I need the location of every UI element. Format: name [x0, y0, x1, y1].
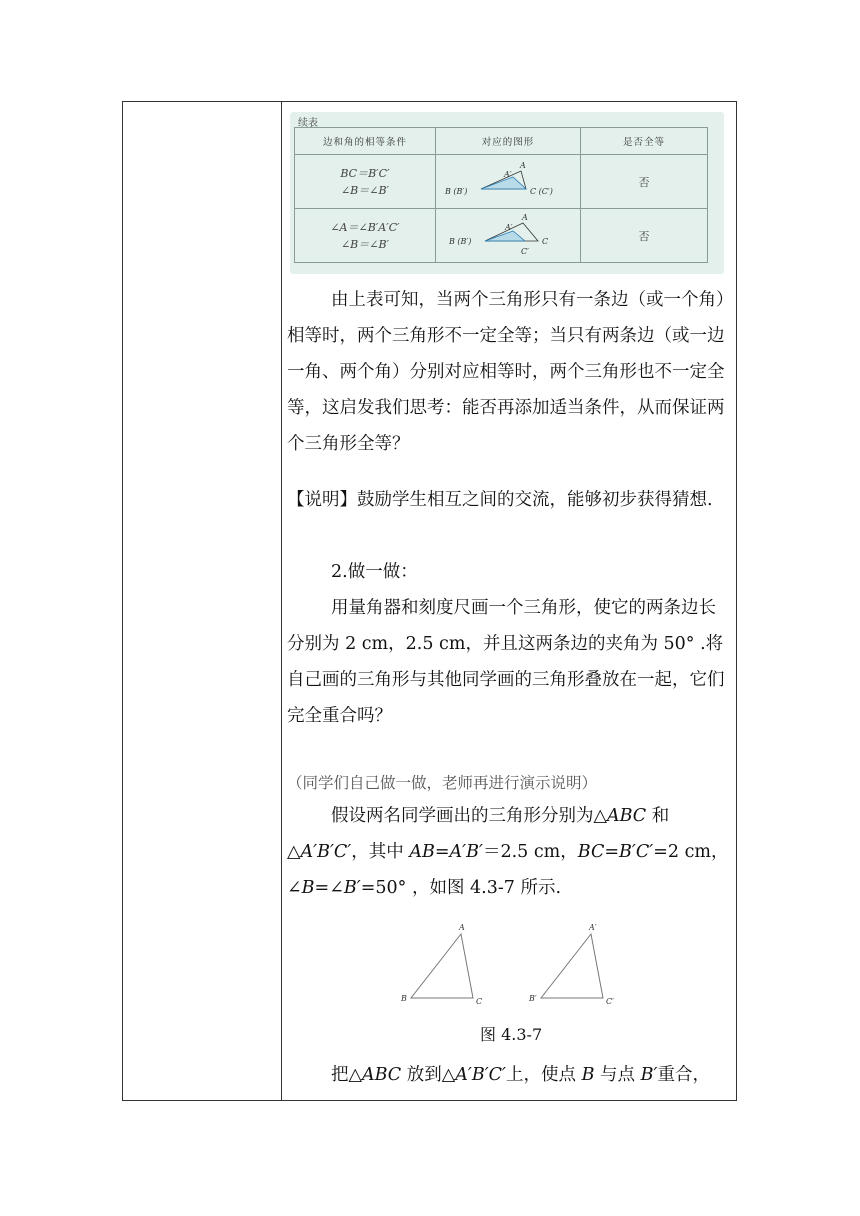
table-row [295, 209, 708, 263]
header-result: 是否全等 [581, 128, 708, 155]
condition-line: ∠B＝∠B′ [340, 183, 390, 197]
column-divider [281, 101, 282, 1101]
label-c: C (C′) [530, 186, 553, 196]
label-a: A [520, 160, 526, 170]
step-heading: 2.做一做： [331, 562, 418, 582]
table-caption: 续表 [298, 118, 318, 129]
label-b-prime: B′ [529, 994, 537, 1003]
condition-line: BC＝B′C′ [340, 166, 390, 180]
result-cell: 否 [581, 155, 708, 209]
condition-line: ∠B＝∠B′ [340, 237, 390, 251]
table-row [295, 155, 708, 209]
paragraph-task: 用量角器和刻度尺画一个三角形，使它的两条边长分别为 2 cm，2.5 cm，并且这两条边的夹角为 50° .将自己画的三角形与其他同学画的三角形叠放在一起，它们完全重合吗？ [287, 598, 725, 726]
figure-cell [436, 209, 581, 263]
note-label: 【说明】 [287, 490, 357, 510]
label-a: A [459, 923, 465, 932]
result-cell: 否 [581, 209, 708, 263]
label-c-prime: C′ [606, 997, 614, 1006]
label-c: C [476, 997, 483, 1006]
header-figure: 对应的图形 [436, 128, 581, 155]
paragraph-analysis: 由上表可知，当两个三角形只有一条边（或一个角）相等时，两个三角形不一定全等；当只有两条边（或一边一角、两个角）分别对应相等时，两个三角形也不一定全等，这启发我们思考：能否再添加适当条件，从而保证两个三角形全等？ [287, 290, 725, 454]
condition-cell [295, 155, 436, 209]
label-c: C [542, 236, 549, 246]
label-a: A [522, 212, 528, 222]
condition-line: ∠A＝∠B′A′C′ [330, 220, 400, 234]
paragraph-assumption: 假设两名同学画出的三角形分别为△ABC 和△A′B′C′，其中 AB=A′B′＝2.5 cm，BC=B′C′=2 cm，∠B=∠B′=50° ，如图 4.3-7 所示. [287, 806, 729, 898]
label-a-prime: A′ [504, 169, 512, 179]
note-text: 鼓励学生相互之间的交流，能够初步获得猜想. [357, 490, 713, 510]
label-a-prime: A′ [589, 923, 597, 932]
header-condition: 边和角的相等条件 [295, 128, 436, 155]
textbook-table-image [290, 112, 724, 274]
triangle-figure [443, 211, 573, 261]
condition-table [294, 127, 708, 263]
triangle-figure [443, 157, 573, 207]
paragraph-note [287, 482, 733, 518]
label-c-prime: C′ [521, 246, 529, 256]
figure-caption: 图 4.3-7 [480, 1025, 543, 1044]
paragraph-overlay: 把△ABC 放到△A′B′C′上，使点 B 与点 B′重合， [331, 1065, 710, 1085]
paragraph-hint: （同学们自己做一做，老师再进行演示说明） [287, 774, 598, 792]
figure-4-3-7 [395, 920, 635, 1010]
figure-cell [436, 155, 581, 209]
label-a-prime: A′ [505, 222, 513, 232]
condition-cell [295, 209, 436, 263]
label-b: B (B′) [449, 236, 472, 246]
label-b: B (B′) [445, 186, 468, 196]
label-b: B [401, 994, 407, 1003]
